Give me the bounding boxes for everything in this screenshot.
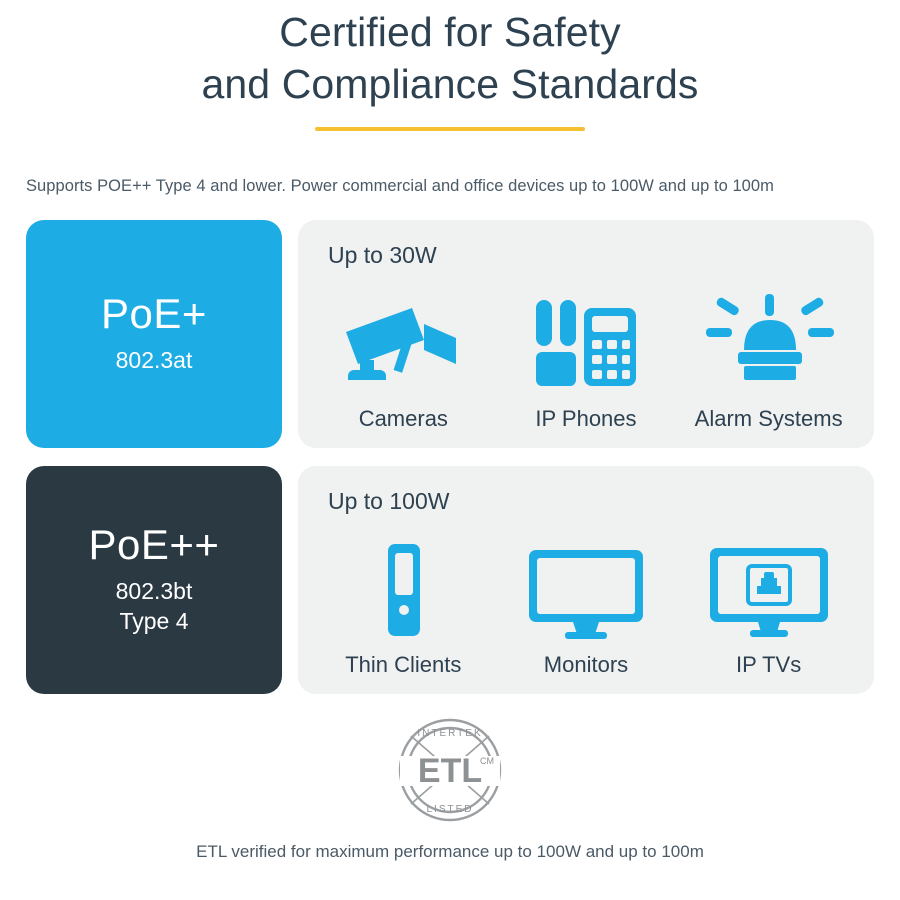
poe-tier-row xyxy=(26,220,874,448)
device-item-cameras xyxy=(313,288,494,432)
page-title-line-2: and Compliance Standards xyxy=(201,61,699,108)
device-items xyxy=(312,269,860,438)
monitor-icon xyxy=(521,534,651,646)
badge-standard-line-1: 802.3bt xyxy=(115,578,193,605)
panel-power-title: Up to 30W xyxy=(328,241,437,268)
poe-plusplus-device-panel xyxy=(298,466,874,694)
poe-tier-list xyxy=(0,220,900,694)
device-item-ip-phones xyxy=(496,288,677,432)
ip-phone-icon xyxy=(526,288,646,400)
subtitle-text: Supports POE++ Type 4 and lower. Power commercial and office devices up to 100W and up to 100m xyxy=(26,176,774,195)
svg-text:INTERTEK: INTERTEK xyxy=(417,727,483,739)
device-item-monitors xyxy=(496,534,677,678)
badge-title: PoE+ xyxy=(101,289,207,337)
badge-standard xyxy=(116,577,193,637)
device-label: IP TVs xyxy=(736,651,802,677)
poe-plus-device-panel xyxy=(298,220,874,448)
device-items xyxy=(312,515,860,684)
badge-standard: 802.3at xyxy=(115,347,193,374)
svg-text:ETL: ETL xyxy=(417,751,483,790)
device-item-thin-clients xyxy=(313,534,494,678)
alarm-siren-icon xyxy=(704,288,834,400)
device-label: Alarm Systems xyxy=(694,405,843,431)
ip-tv-icon xyxy=(704,534,834,646)
svg-text:LISTED: LISTED xyxy=(426,803,474,815)
header xyxy=(0,0,900,131)
footer xyxy=(0,712,900,862)
panel-power-title: Up to 100W xyxy=(328,487,450,514)
svg-text:CM: CM xyxy=(480,755,494,766)
device-item-ip-tvs xyxy=(678,534,859,678)
title-underline-rule xyxy=(315,127,585,131)
device-label: Cameras xyxy=(358,405,448,431)
poe-plusplus-badge xyxy=(26,466,282,694)
poe-tier-row xyxy=(26,466,874,694)
thin-client-icon xyxy=(358,534,448,646)
poe-plus-badge xyxy=(26,220,282,448)
etl-mark-wrap xyxy=(0,712,900,828)
page-title-line-1: Certified for Safety xyxy=(279,9,621,55)
security-camera-icon xyxy=(338,288,468,400)
badge-standard-line-2: Type 4 xyxy=(119,607,189,634)
device-label: IP Phones xyxy=(535,405,637,431)
footer-note: ETL verified for maximum performance up to 100W and up to 100m xyxy=(196,841,704,861)
badge-title: PoE++ xyxy=(88,521,220,568)
device-label: Thin Clients xyxy=(345,651,462,677)
device-item-alarm-systems xyxy=(678,288,859,432)
etl-listed-mark-icon xyxy=(387,712,513,828)
device-label: Monitors xyxy=(543,651,629,677)
